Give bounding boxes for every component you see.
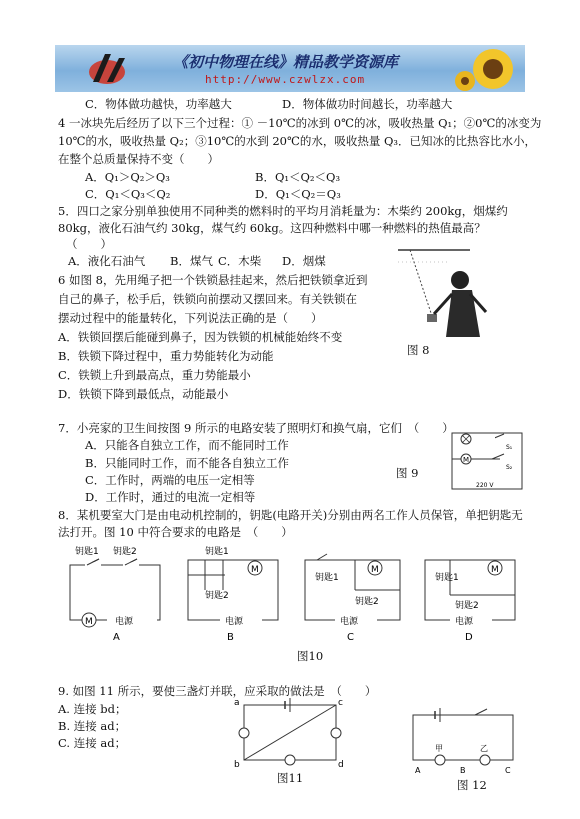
node-a-label: a	[234, 698, 240, 708]
header-banner	[55, 45, 525, 92]
figure-11-caption: 图11	[277, 771, 304, 785]
q6-text-1: 6 如图 8，先用绳子把一个铁锁悬挂起来，然后把铁锁拿近到	[58, 273, 368, 287]
q4-option-c: C．Q₁＜Q₃＜Q₂	[85, 187, 171, 201]
node-B-label: B	[460, 766, 466, 775]
circuit-b	[188, 545, 278, 643]
circuit-a-motor: M	[85, 617, 93, 627]
q5-text-3: （ ）	[66, 237, 112, 251]
lamp-2-label: 乙	[480, 744, 488, 753]
circuit-b-power: 电源	[225, 617, 244, 627]
node-c-label: c	[338, 698, 343, 708]
q5-text-2: 80kg，液化石油气约 30kg，煤气约 60kg。这四种燃料中哪一种燃料的热值最高？	[58, 221, 486, 235]
circuit-b-key1: 钥匙1	[205, 547, 229, 557]
circuit-a	[70, 545, 160, 643]
figure-9-caption: 图 9	[396, 466, 419, 480]
circuit-b-label: B	[227, 632, 234, 643]
q6-text-2: 自己的鼻子，松手后，铁锁向前摆动又摆回来。有关铁锁在	[58, 292, 357, 306]
circuit-c-key2: 钥匙2	[355, 597, 379, 607]
circuit-d-key1: 钥匙1	[435, 573, 459, 583]
q5-option-b: B．煤气	[170, 254, 213, 268]
q4-text-2: 10℃的水，吸收热量 Q₂；③10℃的水到 20℃的水，吸收热量 Q₃．已知冰的比热容比水小，	[58, 134, 537, 148]
q6-option-d: D．铁锁下降到最低点，动能最小	[58, 387, 229, 401]
q5-option-a: A．液化石油气	[68, 254, 146, 268]
q9-option-c: C. 连接 ad；	[58, 736, 127, 750]
circuit-a-label: A	[113, 632, 120, 643]
q5-option-d: D．烟煤	[282, 254, 326, 268]
node-b-label: b	[234, 760, 240, 770]
q5-option-c: C．木柴	[218, 254, 262, 268]
circuit-c-motor: M	[371, 565, 379, 575]
figure-10-circuits	[55, 540, 525, 645]
q7-option-b: B．只能同时工作，而不能各自独立工作	[85, 456, 289, 470]
q6-option-b: B．铁锁下降过程中，重力势能转化为动能	[58, 349, 274, 363]
circuit-d-motor: M	[491, 565, 499, 575]
banner-title: 《初中物理在线》精品教学资源库	[173, 53, 399, 71]
circuit-c-label: C	[347, 632, 354, 643]
figure-12-circuit	[405, 705, 520, 780]
q6-option-a: A．铁锁回摆后能碰到鼻子，因为铁锁的机械能始终不变	[58, 330, 343, 344]
site-logo-icon	[85, 48, 135, 90]
q9-option-a: A. 连接 bd；	[58, 702, 127, 716]
node-A-label: A	[415, 766, 421, 775]
circuit-b-key2: 钥匙2	[205, 591, 229, 601]
figure-11-circuit	[230, 695, 350, 777]
circuit-d-power: 电源	[455, 617, 474, 627]
figure-9-voltage-label: 220 V	[476, 482, 494, 489]
circuit-c	[305, 554, 400, 643]
figure-8-caption: 图 8	[407, 343, 430, 357]
figure-9-circuit	[440, 425, 535, 493]
sunflower-icon	[455, 45, 525, 92]
q4-option-b: B．Q₁＜Q₂＜Q₃	[255, 170, 341, 184]
q3-option-c: C．物体做功越快，功率越大	[85, 97, 232, 111]
q4-option-d: D．Q₁＜Q₂＝Q₃	[255, 187, 341, 201]
circuit-d-key2: 钥匙2	[455, 601, 479, 611]
banner-url: http://www.czwlzx.com	[205, 73, 366, 86]
circuit-d-label: D	[465, 632, 473, 643]
q6-option-c: C．铁锁上升到最高点，重力势能最小	[58, 368, 251, 382]
q7-option-d: D．工作时，通过的电流一定相等	[85, 490, 256, 504]
circuit-b-motor: M	[251, 565, 259, 575]
q7-text-1: 7．小亮家的卫生间按图 9 所示的电路安装了照明灯和换气扇，它们 （ ）	[58, 421, 454, 435]
figure-8-pendulum-illustration	[390, 242, 530, 342]
q4-option-a: A．Q₁＞Q₂＞Q₃	[85, 170, 170, 184]
q5-text-1: 5．四口之家分别单独使用不同种类的燃料时的平均月消耗量为：木柴约 200kg，烟煤约	[58, 204, 508, 218]
q4-text-1: 4 一冰块先后经历了以下三个过程：① －10℃的冰到 0℃的冰，吸收热量 Q₁；②0℃的冰变为	[58, 116, 542, 130]
circuit-a-key1: 钥匙1	[75, 547, 99, 557]
q3-option-d: D．物体做功时间越长，功率越大	[282, 97, 453, 111]
figure-9-s1-label: S₁	[506, 444, 513, 451]
node-C-label: C	[505, 766, 511, 775]
figure-10-caption: 图10	[297, 649, 324, 663]
circuit-c-power: 电源	[340, 617, 359, 627]
lamp-1-label: 甲	[435, 744, 443, 753]
node-d-label: d	[338, 760, 344, 770]
circuit-a-power: 电源	[115, 617, 134, 627]
q8-text-1: 8．某机要室大门是由电动机控制的，钥匙(电路开关)分别由两名工作人员保管，单把钥匙无	[58, 508, 523, 522]
q7-option-c: C．工作时，两端的电压一定相等	[85, 473, 255, 487]
figure-9-motor-label: M	[463, 456, 470, 464]
q8-text-2: 法打开。图 10 中符合要求的电路是 （ ）	[58, 525, 293, 539]
q9-text-1: 9. 如图 11 所示，要使三盏灯并联，应采取的做法是 （ ）	[58, 684, 377, 698]
circuit-c-key1: 钥匙1	[315, 573, 339, 583]
q6-text-3: 摆动过程中的能量转化，下列说法正确的是（ ）	[58, 311, 323, 325]
q7-option-a: A．只能各自独立工作，而不能同时工作	[85, 438, 289, 452]
circuit-a-key2: 钥匙2	[113, 547, 137, 557]
figure-12-caption: 图 12	[457, 778, 487, 792]
q9-option-b: B. 连接 ad；	[58, 719, 127, 733]
figure-9-s2-label: S₂	[506, 464, 513, 471]
circuit-d	[425, 560, 515, 643]
q4-text-3: 在整个总质量保持不变（ ）	[58, 152, 219, 166]
